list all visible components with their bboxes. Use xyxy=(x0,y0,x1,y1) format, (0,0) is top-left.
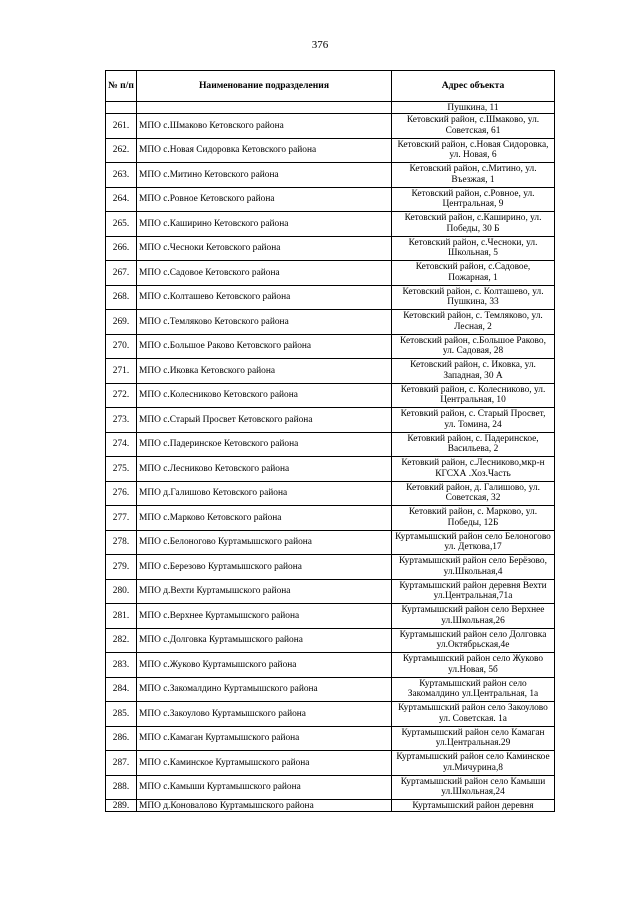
table-row xyxy=(106,334,555,359)
row-num: 276. xyxy=(106,481,137,506)
table-row xyxy=(106,628,555,653)
row-address: Кетовский район, с.Митино, ул. Въезжая, 1 xyxy=(392,163,555,188)
row-name: МПО с.Долговка Куртамышского района xyxy=(137,628,392,653)
row-num: 271. xyxy=(106,359,137,384)
row-name: МПО с.Камаган Куртамышского района xyxy=(137,726,392,751)
row-address: Куртамышский район село Камаган ул.Центральная.29 xyxy=(392,726,555,751)
row-address: Кетовский район, с.Каширино, ул. Победы, 30 Б xyxy=(392,212,555,237)
table-row xyxy=(106,359,555,384)
row-num: 267. xyxy=(106,261,137,286)
row-num: 269. xyxy=(106,310,137,335)
row-address: Куртамышский район село Каминское ул.Мичурина,8 xyxy=(392,751,555,776)
page-number: 376 xyxy=(311,39,329,51)
row-address: Кетовкий район, д. Галишово, ул. Советская, 32 xyxy=(392,481,555,506)
row-name: МПО с.Большое Раково Кетовского района xyxy=(137,334,392,359)
row-num: 280. xyxy=(106,579,137,604)
table-row xyxy=(106,481,555,506)
continuation-row xyxy=(106,102,555,114)
row-address: Куртамышский район село Закоулово ул. Советская. 1а xyxy=(392,702,555,727)
row-num: 277. xyxy=(106,506,137,531)
table-row xyxy=(106,114,555,139)
row-num: 288. xyxy=(106,775,137,800)
continuation-address: Пушкина, 11 xyxy=(392,102,555,114)
row-name: МПО с.Чесноки Кетовского района xyxy=(137,236,392,261)
row-name: МПО с.Митино Кетовского района xyxy=(137,163,392,188)
table-row xyxy=(106,751,555,776)
table-row xyxy=(106,212,555,237)
row-name: МПО с.Лесниково Кетовского района xyxy=(137,457,392,482)
row-address: Кетовкий район, с. Марково, ул. Победы, 12Б xyxy=(392,506,555,531)
table-row xyxy=(106,457,555,482)
row-address: Куртамышский район село Белоногово ул. Деткова,17 xyxy=(392,530,555,555)
row-name: МПО с.Жуково Куртамышского района xyxy=(137,653,392,678)
table-header-row xyxy=(106,71,555,102)
row-address: Куртамышский район село Жуково ул.Новая, 5б xyxy=(392,653,555,678)
table-row xyxy=(106,285,555,310)
continuation-name xyxy=(137,102,392,114)
row-num: 263. xyxy=(106,163,137,188)
row-name: МПО с.Падеринское Кетовского района xyxy=(137,432,392,457)
table-row xyxy=(106,310,555,335)
row-num: 285. xyxy=(106,702,137,727)
row-address: Кетовский район, с.Ровное, ул. Центральная, 9 xyxy=(392,187,555,212)
row-num: 284. xyxy=(106,677,137,702)
row-num: 283. xyxy=(106,653,137,678)
row-num: 262. xyxy=(106,138,137,163)
table-row xyxy=(106,138,555,163)
table-row xyxy=(106,236,555,261)
row-num: 289. xyxy=(106,800,137,812)
row-name: МПО с.Темляково Кетовского района xyxy=(137,310,392,335)
row-address: Кетовский район, с. Темляково, ул. Лесная, 2 xyxy=(392,310,555,335)
row-name: МПО с.Шмаково Кетовского района xyxy=(137,114,392,139)
table-row xyxy=(106,432,555,457)
table-row xyxy=(106,653,555,678)
row-num: 268. xyxy=(106,285,137,310)
header-address: Адрес объекта xyxy=(392,71,555,102)
row-address: Куртамышский район деревня Вехти ул.Центральная,71а xyxy=(392,579,555,604)
row-address: Куртамышский район село Закомалдино ул.Центральная, 1а xyxy=(392,677,555,702)
row-address: Куртамышский район село Верхнее ул.Школьная,26 xyxy=(392,604,555,629)
row-address: Куртамышский район село Камыши ул.Школьная,24 xyxy=(392,775,555,800)
table-row xyxy=(106,726,555,751)
row-num: 274. xyxy=(106,432,137,457)
table-row xyxy=(106,775,555,800)
row-num: 272. xyxy=(106,383,137,408)
row-num: 264. xyxy=(106,187,137,212)
table-row xyxy=(106,555,555,580)
row-num: 286. xyxy=(106,726,137,751)
row-address: Кетовский район, с.Шмаково, ул. Советская, 61 xyxy=(392,114,555,139)
table-row xyxy=(106,702,555,727)
row-num: 287. xyxy=(106,751,137,776)
row-address: Кетовский район, с. Колташево, ул. Пушкина, 33 xyxy=(392,285,555,310)
row-name: МПО с.Новая Сидоровка Кетовского района xyxy=(137,138,392,163)
row-name: МПО с.Каширино Кетовского района xyxy=(137,212,392,237)
row-address: Куртамышский район село Долговка ул.Октябрьская,4е xyxy=(392,628,555,653)
row-address: Кетовкий район, с.Лесниково,мкр-н КГСХА .Хоз.Часть xyxy=(392,457,555,482)
registry-table xyxy=(105,70,555,812)
row-address: Кетовский район, с. Иковка, ул. Западная, 30 А xyxy=(392,359,555,384)
continuation-num xyxy=(106,102,137,114)
row-name: МПО с.Камыши Куртамышского района xyxy=(137,775,392,800)
row-name: МПО с.Садовое Кетовского района xyxy=(137,261,392,286)
row-num: 270. xyxy=(106,334,137,359)
table-row xyxy=(106,677,555,702)
table-row xyxy=(106,163,555,188)
row-address: Куртамышский район село Берёзово, ул.Школьная,4 xyxy=(392,555,555,580)
table-row xyxy=(106,530,555,555)
row-address: Кетовкий район, с. Падеринское, Васильева, 2 xyxy=(392,432,555,457)
table-row xyxy=(106,187,555,212)
header-name: Наименование подразделения xyxy=(137,71,392,102)
row-address: Кетовкий район, с. Старый Просвет, ул. Томина, 24 xyxy=(392,408,555,433)
table-row xyxy=(106,261,555,286)
table-row xyxy=(106,506,555,531)
row-address: Кетовский район, с.Чесноки, ул. Школьная, 5 xyxy=(392,236,555,261)
row-name: МПО с.Закомалдино Куртамышского района xyxy=(137,677,392,702)
row-name: МПО д.Вехти Куртамышского района xyxy=(137,579,392,604)
row-name: МПО д.Галишово Кетовского района xyxy=(137,481,392,506)
row-num: 265. xyxy=(106,212,137,237)
row-name: МПО с.Белоногово Куртамышского района xyxy=(137,530,392,555)
row-name: МПО с.Березово Куртамышского района xyxy=(137,555,392,580)
table-row xyxy=(106,383,555,408)
row-name: МПО с.Колесниково Кетовского района xyxy=(137,383,392,408)
row-num: 278. xyxy=(106,530,137,555)
row-address: Кетовский район, с.Садовое, Пожарная, 1 xyxy=(392,261,555,286)
row-name: МПО с.Старый Просвет Кетовского района xyxy=(137,408,392,433)
row-num: 266. xyxy=(106,236,137,261)
row-num: 273. xyxy=(106,408,137,433)
row-name: МПО д.Коновалово Куртамышского района xyxy=(137,800,392,812)
row-num: 281. xyxy=(106,604,137,629)
row-num: 275. xyxy=(106,457,137,482)
row-address: Кетовский район, с.Большое Раково, ул. Садовая, 28 xyxy=(392,334,555,359)
row-address: Куртамышский район деревня xyxy=(392,800,555,812)
row-name: МПО с.Верхнее Куртамышского района xyxy=(137,604,392,629)
header-num: № п/п xyxy=(106,71,137,102)
row-num: 282. xyxy=(106,628,137,653)
row-num: 261. xyxy=(106,114,137,139)
row-name: МПО с.Каминское Куртамышского района xyxy=(137,751,392,776)
table-row xyxy=(106,579,555,604)
table-row xyxy=(106,800,555,812)
row-num: 279. xyxy=(106,555,137,580)
row-name: МПО с.Закоулово Куртамышского района xyxy=(137,702,392,727)
table-row xyxy=(106,408,555,433)
row-address: Кетовкий район, с. Колесниково, ул. Центральная, 10 xyxy=(392,383,555,408)
row-name: МПО с.Иковка Кетовского района xyxy=(137,359,392,384)
row-name: МПО с.Ровное Кетовского района xyxy=(137,187,392,212)
table-row xyxy=(106,604,555,629)
row-name: МПО с.Колташево Кетовского района xyxy=(137,285,392,310)
row-name: МПО с.Марково Кетовского района xyxy=(137,506,392,531)
row-address: Кетовский район, с.Новая Сидоровка, ул. Новая, 6 xyxy=(392,138,555,163)
